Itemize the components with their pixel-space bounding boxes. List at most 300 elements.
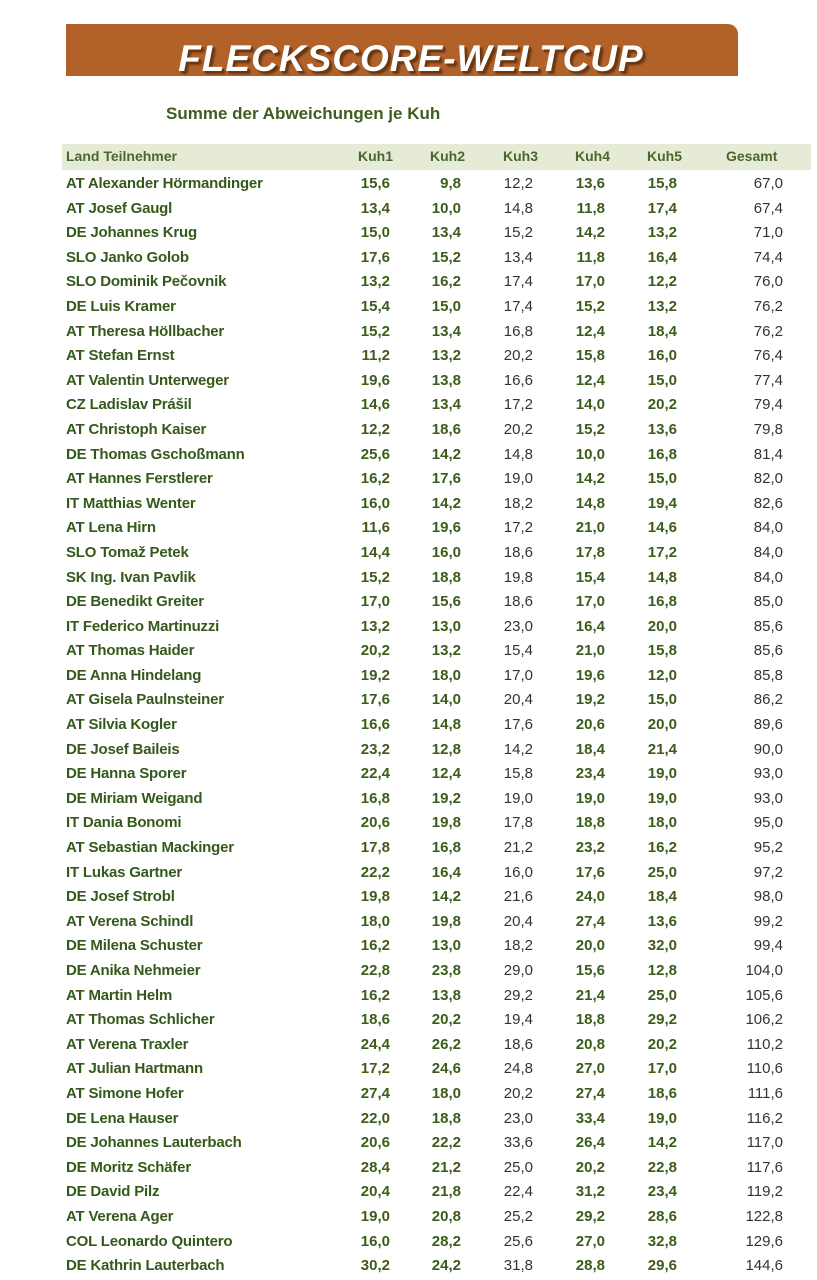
score-kuh4: 17,8 [575,543,605,561]
score-kuh2: 21,2 [431,1158,461,1176]
participant-name: IT Federico Martinuzzi [66,617,220,635]
participant-name: AT Sebastian Mackinger [66,839,234,857]
page-subtitle: Summe der Abweichungen je Kuh [166,104,441,123]
score-kuh2: 28,2 [431,1232,461,1250]
score-kuh1: 19,6 [360,371,390,389]
score-kuh5: 17,4 [647,199,677,217]
score-gesamt: 67,4 [753,199,783,217]
score-kuh2: 16,4 [431,863,461,881]
score-gesamt: 99,4 [753,937,783,955]
score-gesamt: 85,6 [753,642,783,660]
participant-name: DE Moritz Schäfer [66,1158,191,1176]
score-kuh4: 19,0 [575,789,605,807]
score-gesamt: 122,8 [745,1207,783,1225]
participant-name: IT Lukas Gartner [66,863,183,881]
participant-name: DE Lena Hauser [66,1109,179,1127]
score-kuh5: 20,2 [647,396,677,414]
participant-name: SLO Tomaž Petek [66,543,189,561]
participant-name: AT Hannes Ferstlerer [66,470,213,488]
score-kuh3: 20,2 [503,1084,533,1102]
score-kuh1: 20,2 [360,642,390,660]
score-kuh5: 19,4 [647,494,677,512]
table-row [0,762,817,787]
table-row [0,172,817,197]
score-kuh3: 19,0 [503,470,533,488]
score-kuh2: 14,8 [431,716,461,734]
score-kuh1: 22,4 [360,765,390,783]
score-kuh3: 16,8 [503,322,533,340]
score-kuh5: 17,0 [647,1060,677,1078]
table-row [0,566,817,591]
score-kuh4: 20,0 [575,937,605,955]
score-kuh4: 14,2 [575,224,605,242]
score-kuh1: 14,4 [360,543,390,561]
score-kuh2: 13,8 [431,986,461,1004]
table-row [0,1230,817,1255]
participant-name: DE Luis Kramer [66,297,176,315]
score-kuh2: 13,2 [431,642,461,660]
table-row [0,443,817,468]
score-kuh4: 20,2 [575,1158,605,1176]
table-row [0,836,817,861]
score-gesamt: 116,2 [746,1109,783,1127]
score-gesamt: 74,4 [753,248,783,266]
score-kuh2: 9,8 [440,175,461,192]
score-gesamt: 81,4 [753,445,783,463]
score-kuh5: 32,0 [647,937,677,955]
score-kuh1: 15,4 [360,297,390,315]
score-kuh4: 15,2 [575,297,605,315]
table-row [0,270,817,295]
score-kuh5: 25,0 [647,863,677,881]
score-kuh3: 15,2 [503,224,533,242]
score-gesamt: 76,2 [753,322,783,340]
participant-name: DE Johannes Lauterbach [66,1134,242,1152]
table-row [0,393,817,418]
score-kuh3: 17,4 [503,297,533,315]
score-kuh4: 18,8 [575,814,605,832]
score-kuh1: 19,2 [360,666,390,684]
score-kuh1: 18,6 [360,1011,390,1029]
score-kuh2: 15,6 [431,593,461,611]
score-kuh1: 13,2 [360,273,390,291]
score-kuh2: 13,2 [431,347,461,365]
score-kuh3: 14,8 [503,445,533,463]
score-kuh1: 16,6 [360,716,390,734]
score-kuh5: 16,8 [647,593,677,611]
score-kuh4: 14,2 [575,470,605,488]
participant-name: IT Matthias Wenter [66,494,196,512]
score-kuh1: 20,4 [360,1183,390,1201]
score-gesamt: 82,0 [753,470,783,488]
score-kuh2: 18,0 [431,666,461,684]
participant-name: AT Julian Hartmann [66,1060,203,1078]
score-gesamt: 106,2 [745,1011,783,1029]
score-kuh2: 14,2 [431,888,461,906]
score-kuh4: 31,2 [575,1183,605,1201]
score-kuh5: 23,4 [647,1183,677,1201]
score-kuh3: 12,2 [503,175,533,192]
table-row [0,1180,817,1205]
participant-name: AT Martin Helm [66,986,173,1004]
score-kuh2: 15,2 [431,248,461,266]
score-gesamt: 119,2 [746,1183,783,1201]
header-kuh4: Kuh4 [575,148,610,164]
header-gesamt: Gesamt [726,148,778,164]
score-gesamt: 98,0 [753,888,783,906]
score-kuh3: 18,2 [503,494,533,512]
score-kuh4: 15,8 [575,347,605,365]
score-kuh2: 14,2 [431,494,461,512]
score-kuh1: 20,6 [360,814,390,832]
score-gesamt: 117,0 [746,1134,783,1152]
score-kuh3: 19,0 [503,789,533,807]
score-kuh4: 17,0 [575,593,605,611]
score-kuh3: 16,6 [503,371,533,389]
score-kuh5: 18,0 [647,814,677,832]
score-kuh5: 15,0 [647,691,677,709]
score-kuh2: 20,2 [431,1011,461,1029]
score-kuh2: 18,0 [431,1084,461,1102]
score-kuh1: 17,6 [360,691,390,709]
table-row [0,738,817,763]
score-kuh4: 33,4 [575,1109,605,1127]
header-kuh1: Kuh1 [358,148,393,164]
score-kuh1: 17,6 [360,248,390,266]
score-kuh1: 16,2 [360,470,390,488]
table-row [0,1057,817,1082]
score-kuh4: 20,6 [575,716,605,734]
score-kuh4: 23,4 [575,765,605,783]
score-kuh4: 19,2 [575,691,605,709]
table-row [0,959,817,984]
score-kuh4: 29,2 [575,1207,605,1225]
score-kuh3: 18,6 [503,543,533,561]
score-kuh5: 21,4 [647,740,677,758]
score-kuh2: 22,2 [431,1134,461,1152]
score-kuh3: 20,4 [503,691,533,709]
score-kuh2: 19,8 [431,912,461,930]
score-kuh5: 25,0 [647,986,677,1004]
participant-name: DE Anna Hindelang [66,666,202,684]
score-kuh5: 12,0 [647,666,677,684]
table-row [0,492,817,517]
score-kuh3: 25,0 [503,1158,533,1176]
score-kuh3: 24,8 [503,1060,533,1078]
score-kuh2: 13,0 [431,937,461,955]
score-kuh2: 21,8 [431,1183,461,1201]
score-kuh2: 19,8 [431,814,461,832]
score-kuh4: 11,8 [576,199,605,217]
participant-name: CZ Ladislav Prášil [66,396,192,414]
score-gesamt: 117,6 [746,1158,783,1176]
score-kuh3: 18,6 [503,1035,533,1053]
table-row [0,984,817,1009]
table-row [0,1205,817,1230]
score-kuh4: 27,4 [575,912,605,930]
participant-name: DE Benedikt Greiter [66,593,204,611]
score-kuh2: 12,8 [431,740,461,758]
score-gesamt: 110,2 [746,1035,783,1053]
table-row [0,1107,817,1132]
score-kuh2: 24,6 [431,1060,461,1078]
score-kuh4: 16,4 [575,617,605,635]
score-kuh1: 27,4 [360,1084,390,1102]
score-kuh3: 13,4 [503,248,533,266]
table-row [0,811,817,836]
score-kuh3: 18,6 [503,593,533,611]
table-header [62,144,811,170]
score-kuh2: 14,0 [431,691,461,709]
table-row [0,1254,817,1279]
score-kuh4: 13,6 [575,175,605,192]
score-kuh5: 18,4 [647,888,677,906]
table-row [0,1082,817,1107]
score-kuh2: 16,8 [431,839,461,857]
participant-name: DE Josef Strobl [66,888,175,906]
score-kuh3: 19,4 [503,1011,533,1029]
score-kuh5: 16,2 [647,839,677,857]
participant-name: DE Miriam Weigand [66,789,203,807]
score-gesamt: 84,0 [753,568,783,586]
score-kuh1: 16,2 [360,986,390,1004]
table-row [0,713,817,738]
score-kuh5: 20,0 [647,617,677,635]
score-kuh4: 28,8 [575,1257,605,1275]
score-gesamt: 85,8 [753,666,783,684]
table-row [0,467,817,492]
score-kuh5: 28,6 [647,1207,677,1225]
score-kuh4: 14,0 [575,396,605,414]
score-kuh1: 16,0 [360,494,390,512]
score-gesamt: 76,0 [753,273,783,291]
participant-name: AT Verena Schindl [66,912,194,930]
score-kuh4: 19,6 [575,666,605,684]
score-kuh4: 10,0 [575,445,605,463]
score-kuh4: 18,4 [575,740,605,758]
score-kuh5: 15,8 [647,175,677,192]
table-row [0,934,817,959]
participant-name: AT Josef Gaugl [66,199,173,217]
score-kuh3: 23,0 [503,1109,533,1127]
score-gesamt: 97,2 [753,863,783,881]
score-kuh3: 19,8 [503,568,533,586]
table-row [0,787,817,812]
header-kuh3: Kuh3 [503,148,538,164]
score-kuh2: 15,0 [431,297,461,315]
score-kuh2: 10,0 [431,199,461,217]
score-kuh2: 19,6 [431,519,461,537]
score-kuh2: 20,8 [431,1207,461,1225]
participant-name: AT Verena Traxler [66,1035,189,1053]
score-kuh1: 24,4 [360,1035,390,1053]
score-kuh3: 20,2 [503,347,533,365]
score-kuh4: 27,0 [575,1232,605,1250]
score-kuh3: 20,2 [503,420,533,438]
participant-name: DE Hanna Sporer [66,765,187,783]
participant-name: AT Silvia Kogler [66,716,177,734]
score-kuh4: 12,4 [575,371,605,389]
score-kuh1: 11,2 [361,347,390,365]
score-kuh1: 16,8 [360,789,390,807]
score-kuh2: 13,4 [431,322,461,340]
participant-name: COL Leonardo Quintero [66,1232,233,1250]
score-kuh1: 19,0 [360,1207,390,1225]
score-gesamt: 67,0 [753,175,783,192]
score-kuh3: 23,0 [503,617,533,635]
table-row [0,541,817,566]
score-kuh4: 14,8 [575,494,605,512]
score-gesamt: 84,0 [753,519,783,537]
participant-name: AT Thomas Haider [66,642,195,660]
score-kuh3: 14,2 [503,740,533,758]
score-kuh2: 18,6 [431,420,461,438]
score-gesamt: 95,0 [753,814,783,832]
score-kuh1: 20,6 [360,1134,390,1152]
score-kuh1: 23,2 [360,740,390,758]
table-row [0,418,817,443]
score-kuh4: 27,0 [575,1060,605,1078]
score-kuh1: 15,0 [360,224,390,242]
table-row [0,1033,817,1058]
participant-name: AT Verena Ager [66,1207,174,1225]
score-kuh5: 15,0 [647,470,677,488]
score-kuh1: 16,0 [360,1232,390,1250]
score-gesamt: 82,6 [753,494,783,512]
score-kuh5: 17,2 [647,543,677,561]
score-kuh3: 31,8 [503,1257,533,1275]
score-kuh5: 32,8 [647,1232,677,1250]
score-kuh1: 22,0 [360,1109,390,1127]
participant-name: AT Stefan Ernst [66,347,175,365]
score-kuh5: 16,4 [647,248,677,266]
participant-name: SK Ing. Ivan Pavlik [66,568,196,586]
score-kuh5: 16,0 [647,347,677,365]
score-kuh1: 25,6 [360,445,390,463]
score-kuh3: 29,0 [503,962,533,979]
table-row [0,615,817,640]
score-kuh2: 13,0 [431,617,461,635]
score-kuh4: 21,0 [575,519,605,537]
score-kuh5: 13,2 [647,224,677,242]
score-kuh2: 12,4 [431,765,461,783]
score-gesamt: 105,6 [745,986,783,1004]
table-row [0,295,817,320]
score-kuh5: 15,0 [647,371,677,389]
score-kuh1: 12,2 [360,420,390,438]
score-kuh5: 14,8 [647,568,677,586]
header-kuh5: Kuh5 [647,148,682,164]
score-kuh5: 29,2 [647,1011,677,1029]
score-kuh1: 13,2 [360,617,390,635]
results-table-body [0,172,817,1279]
participant-name: AT Simone Hofer [66,1084,184,1102]
score-gesamt: 129,6 [745,1232,783,1250]
score-kuh2: 26,2 [431,1035,461,1053]
score-kuh5: 13,6 [647,912,677,930]
table-row [0,664,817,689]
participant-name: AT Theresa Höllbacher [66,322,225,340]
table-row [0,1156,817,1181]
score-kuh3: 15,8 [503,765,533,783]
participant-name: SLO Janko Golob [66,248,189,266]
score-kuh4: 23,2 [575,839,605,857]
score-kuh2: 16,0 [431,543,461,561]
header-kuh2: Kuh2 [430,148,465,164]
table-row [0,910,817,935]
score-kuh3: 14,8 [503,199,533,217]
score-kuh3: 18,2 [503,937,533,955]
score-kuh4: 11,8 [576,248,605,266]
score-gesamt: 93,0 [753,765,783,783]
participant-name: DE Johannes Krug [66,224,197,242]
score-kuh5: 13,6 [647,420,677,438]
participant-name: DE Kathrin Lauterbach [66,1257,225,1275]
score-kuh5: 14,6 [647,519,677,537]
score-kuh4: 15,2 [575,420,605,438]
score-kuh1: 28,4 [360,1158,390,1176]
score-kuh4: 15,4 [575,568,605,586]
score-kuh5: 15,8 [647,642,677,660]
score-kuh3: 33,6 [503,1134,533,1152]
page-title: FLECKSCORE-WELTCUP [178,38,644,79]
score-kuh2: 18,8 [431,1109,461,1127]
score-gesamt: 76,2 [753,297,783,315]
score-kuh5: 20,2 [647,1035,677,1053]
score-kuh1: 17,2 [360,1060,390,1078]
table-row [0,516,817,541]
score-kuh1: 13,4 [360,199,390,217]
score-kuh3: 22,4 [503,1183,533,1201]
participant-name: DE Anika Nehmeier [66,962,201,979]
participant-name: AT Valentin Unterweger [66,371,229,389]
score-kuh1: 15,6 [360,175,390,192]
score-kuh3: 21,6 [503,888,533,906]
score-gesamt: 85,6 [753,617,783,635]
score-gesamt: 85,0 [753,593,783,611]
score-kuh1: 30,2 [360,1257,390,1275]
score-kuh5: 12,2 [647,273,677,291]
score-kuh1: 15,2 [360,322,390,340]
score-gesamt: 111,6 [747,1084,783,1102]
score-kuh1: 15,2 [360,568,390,586]
participant-name: DE Thomas Gschoßmann [66,445,245,463]
score-kuh1: 22,2 [360,863,390,881]
score-gesamt: 79,4 [753,396,783,414]
table-row [0,639,817,664]
participant-name: IT Dania Bonomi [66,814,182,832]
score-kuh1: 14,6 [360,396,390,414]
score-kuh4: 21,0 [575,642,605,660]
participant-name: AT Alexander Hörmandinger [66,175,263,192]
score-kuh4: 12,4 [575,322,605,340]
table-row [0,320,817,345]
score-kuh3: 16,0 [503,863,533,881]
score-kuh4: 20,8 [575,1035,605,1053]
score-kuh2: 13,8 [431,371,461,389]
score-kuh1: 16,2 [360,937,390,955]
score-kuh2: 23,8 [431,962,461,979]
score-kuh3: 25,2 [503,1207,533,1225]
score-kuh5: 12,8 [647,962,677,979]
score-kuh3: 17,8 [503,814,533,832]
score-kuh2: 13,4 [431,396,461,414]
score-kuh1: 11,6 [361,519,390,537]
score-kuh4: 24,0 [575,888,605,906]
participant-name: AT Christoph Kaiser [66,420,207,438]
score-kuh3: 20,4 [503,912,533,930]
score-kuh2: 16,2 [431,273,461,291]
